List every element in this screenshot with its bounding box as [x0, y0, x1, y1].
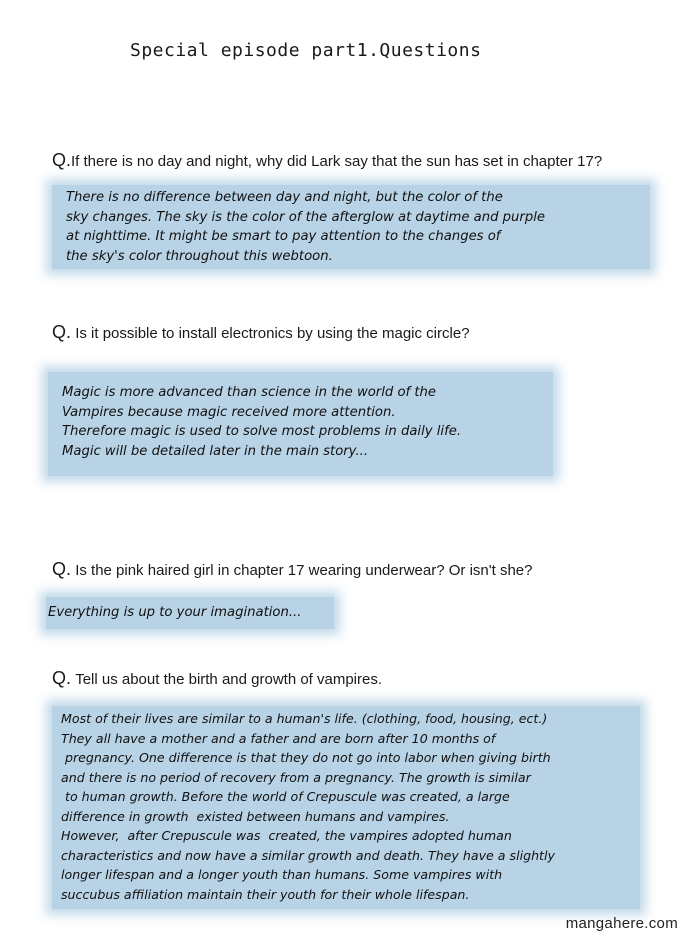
answer-4 [52, 706, 640, 909]
question-1-text: If there is no day and night, why did Lark say that the sun has set in chapter 17? [71, 153, 603, 170]
question-4-text: Tell us about the birth and growth of vampires. [75, 671, 383, 688]
question-2-prefix: Q. [52, 322, 72, 342]
answer-2-line: Magic will be detailed later in the main story... [62, 443, 369, 459]
answer-4-line: and there is no period of recovery from a pregnancy. The growth is similar [61, 769, 531, 785]
question-4 [52, 668, 382, 689]
answer-1-line: the sky's color throughout this webtoon. [66, 248, 333, 264]
answer-1-line: sky changes. The sky is the color of the afterglow at daytime and purple [66, 209, 545, 225]
question-2-text: Is it possible to install electronics by using the magic circle? [75, 325, 470, 342]
answer-3 [46, 597, 334, 629]
answer-4-line: They all have a mother and a father and are born after 10 months of [61, 730, 496, 746]
question-1 [52, 150, 602, 171]
answer-4-line: Most of their lives are similar to a human's life. (clothing, food, housing, ect.) [61, 711, 548, 726]
answer-4-line: characteristics and now have a similar growth and death. They have a slightly [61, 847, 555, 863]
question-4-prefix: Q. [52, 668, 72, 688]
question-3-text: Is the pink haired girl in chapter 17 wearing underwear? Or isn't she? [75, 562, 533, 579]
answer-1 [52, 185, 650, 269]
question-3 [52, 559, 532, 580]
answer-1-line: There is no difference between day and night, but the color of the [66, 190, 503, 205]
answer-1-line: at nighttime. It might be smart to pay attention to the changes of [66, 229, 501, 244]
question-3-prefix: Q. [52, 559, 72, 579]
answer-4-line: longer lifespan and a longer youth than humans. Some vampires with [61, 867, 503, 882]
answer-4-line: to human growth. Before the world of Crepuscule was created, a large [61, 789, 510, 804]
answer-4-line: pregnancy. One difference is that they do not go into labor when giving birth [61, 750, 551, 765]
question-1-prefix: Q. [52, 150, 72, 170]
answer-4-line: difference in growth existed between humans and vampires. [61, 808, 450, 824]
answer-4-line: succubus affiliation maintain their youth for their whole lifespan. [61, 886, 470, 902]
answer-2-line: Magic is more advanced than science in the world of the [62, 385, 436, 400]
page-title: Special episode part1.Questions [130, 40, 482, 61]
answer-2 [48, 372, 553, 476]
answer-2-line: Therefore magic is used to solve most problems in daily life. [62, 424, 462, 439]
answer-4-line: However, after Crepuscule was created, the vampires adopted human [61, 828, 512, 843]
answer-2-line: Vampires because magic received more attention. [62, 404, 396, 420]
answer-3-line: Everything is up to your imagination... [48, 605, 302, 620]
watermark: mangahere.com [565, 915, 678, 932]
question-2 [52, 322, 470, 343]
